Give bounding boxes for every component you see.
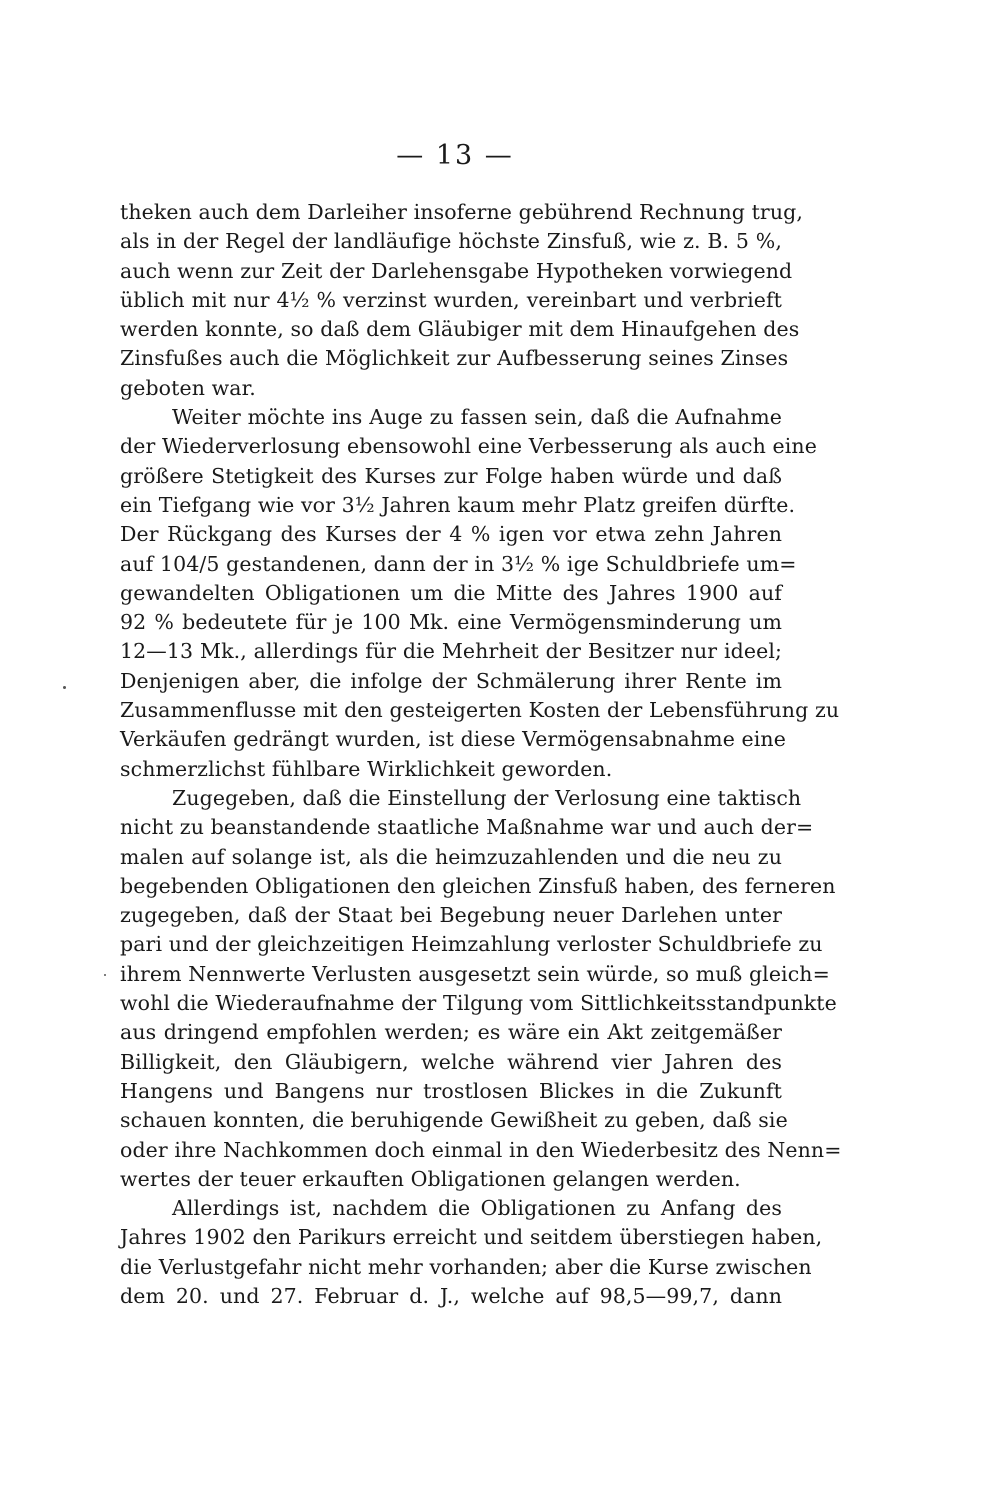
text-line: ihrem Nennwerte Verlusten ausgesetzt sein würde, so muß gleich= [120, 961, 830, 986]
text-line: malen auf solange ist, als die heimzuzahlenden und die neu zu [120, 844, 782, 869]
text-line: die Verlustgefahr nicht mehr vorhanden; aber die Kurse zwischen [120, 1254, 812, 1279]
page-number: — 13 — [396, 140, 514, 171]
text-line: pari und der gleichzeitigen Heimzahlung verloster Schuldbriefe zu [120, 932, 823, 957]
text-line: Verkäufen gedrängt wurden, ist diese Vermögensabnahme eine [120, 727, 786, 752]
text-line: gewandelten Obligationen um die Mitte des Jahres 1900 auf [120, 580, 782, 605]
text-line: Allerdings ist, nachdem die Obligationen zu Anfang des [172, 1196, 782, 1221]
text-line: Der Rückgang des Kurses der 4 % igen vor etwa zehn Jahren [120, 522, 782, 547]
paper-speck [63, 686, 66, 689]
text-line: Jahres 1902 den Parikurs erreicht und seitdem überstiegen haben, [120, 1225, 823, 1250]
text-line: ein Tiefgang wie vor 3½ Jahren kaum mehr Platz greifen dürfte. [120, 492, 796, 517]
body-text [120, 198, 842, 1311]
text-line: schmerzlichst fühlbare Wirklichkeit geworden. [120, 756, 613, 781]
text-line: geboten war. [120, 375, 256, 400]
text-line: Zusammenflusse mit den gesteigerten Kosten der Lebensführung zu [120, 698, 840, 723]
text-line: Zinsfußes auch die Möglichkeit zur Aufbesserung seines Zinses [120, 346, 789, 371]
paper-speck [104, 974, 106, 976]
text-line: theken auch dem Darleiher insoferne gebührend Rechnung trug, [120, 200, 803, 224]
text-line: üblich mit nur 4½ % verzinst wurden, vereinbart und verbrieft [120, 287, 782, 312]
text-line: auch wenn zur Zeit der Darlehensgabe Hypotheken vorwiegend [120, 258, 793, 283]
text-line: schauen konnten, die beruhigende Gewißheit zu geben, daß sie [120, 1108, 788, 1133]
text-line: Zugegeben, daß die Einstellung der Verlosung eine taktisch [172, 785, 802, 810]
text-line: dem 20. und 27. Februar d. J., welche auf 98,5—99,7, dann [120, 1283, 782, 1308]
text-line: Billigkeit, den Gläubigern, welche während vier Jahren des [120, 1049, 782, 1074]
text-line: 12—13 Mk., allerdings für die Mehrheit der Besitzer nur ideel; [120, 639, 782, 664]
text-line: zugegeben, daß der Staat bei Begebung neuer Darlehen unter [120, 903, 782, 928]
text-line: als in der Regel der landläufige höchste Zinsfuß, wie z. B. 5 %, [120, 229, 782, 254]
text-line: werden konnte, so daß dem Gläubiger mit dem Hinaufgehen des [120, 317, 800, 342]
text-line: auf 104/5 gestandenen, dann der in 3½ % ige Schuldbriefe um= [120, 551, 797, 576]
text-line: Denjenigen aber, die infolge der Schmälerung ihrer Rente im [120, 668, 782, 693]
text-line: der Wiederverlosung ebensowohl eine Verbesserung als auch eine [120, 434, 817, 459]
text-line: oder ihre Nachkommen doch einmal in den Wiederbesitz des Nenn= [120, 1137, 842, 1162]
text-line: wertes der teuer erkauften Obligationen gelangen werden. [120, 1166, 741, 1191]
text-line: wohl die Wiederaufnahme der Tilgung vom Sittlichkeitsstandpunkte [120, 991, 837, 1016]
text-line: aus dringend empfohlen werden; es wäre ein Akt zeitgemäßer [120, 1020, 782, 1045]
text-line: Hangens und Bangens nur trostlosen Blickes in die Zukunft [120, 1078, 782, 1103]
text-line: nicht zu beanstandende staatliche Maßnahme war und auch der= [120, 815, 814, 840]
text-line: größere Stetigkeit des Kurses zur Folge haben würde und daß [120, 463, 782, 488]
text-line: Weiter möchte ins Auge zu fassen sein, daß die Aufnahme [172, 405, 782, 430]
text-line: 92 % bedeutete für je 100 Mk. eine Vermögensminderung um [120, 610, 782, 635]
text-line: begebenden Obligationen den gleichen Zinsfuß haben, des ferneren [120, 873, 836, 898]
